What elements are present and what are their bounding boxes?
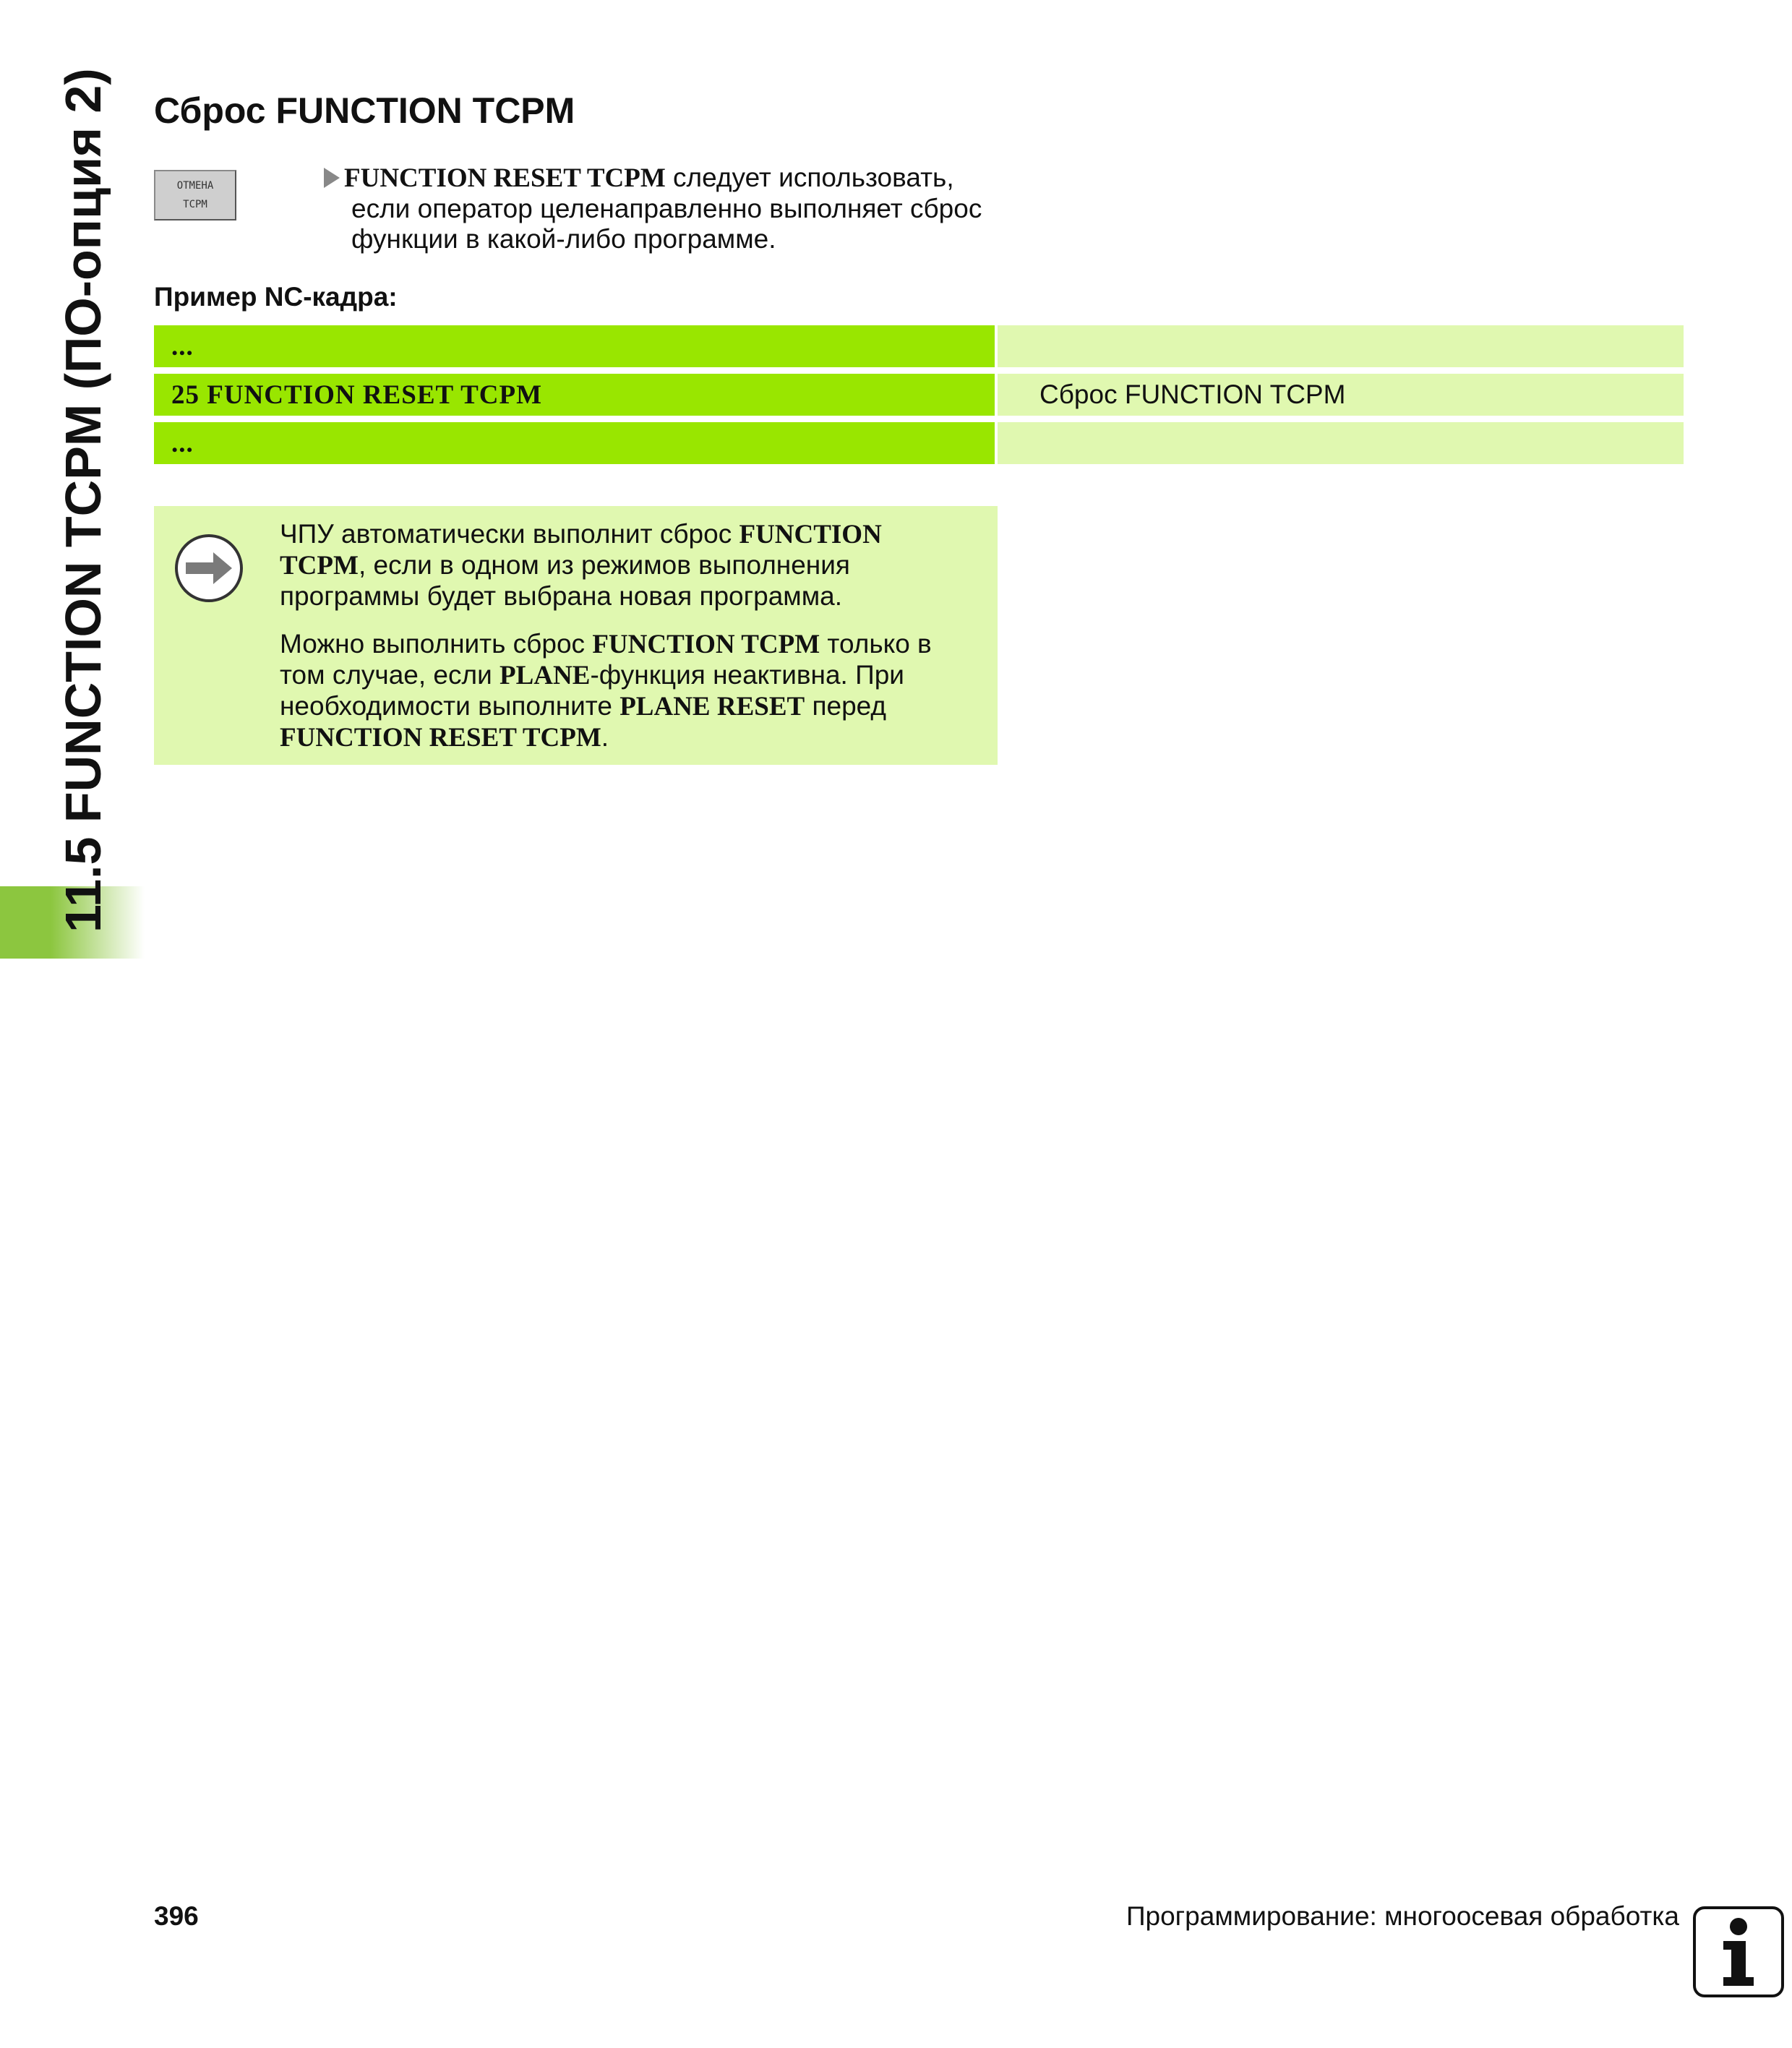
example-label: Пример NC-кадра: — [154, 282, 398, 312]
intro-text-line3: функции в какой-либо программе. — [351, 224, 776, 254]
intro-text-line1: следует использовать, — [665, 163, 954, 192]
note-text-run: Можно выполнить сброс — [280, 629, 593, 659]
comment-cell — [998, 422, 1684, 464]
note-text-run: только в том случае, если — [280, 629, 932, 690]
code-row — [154, 374, 1684, 416]
footer-chapter-title: Программирование: многоосевая обработка — [1126, 1901, 1679, 1931]
note-code-run: PLANE — [500, 661, 591, 690]
note-text-run: ЧПУ автоматически выполнит сброс — [280, 519, 739, 549]
note-text-run: , если в одном из режимов выполнения программы будет выбрана новая программа. — [280, 550, 850, 611]
code-cell: ... — [154, 325, 995, 367]
note-text-run: . — [601, 722, 609, 752]
note-box — [154, 506, 998, 765]
note-code-run: FUNCTION TCPM — [592, 630, 820, 659]
note-text-run: -функция неактивна. При необходимости выполните — [280, 660, 904, 721]
intro-code: FUNCTION RESET TCPM — [344, 163, 666, 193]
softkey-label-line1: ОТМЕНА — [176, 180, 214, 192]
note-text — [280, 519, 974, 771]
note-text-run: перед — [805, 691, 887, 721]
note-code-run: FUNCTION RESET TCPM — [280, 723, 601, 753]
note-code-run: PLANE RESET — [620, 692, 805, 721]
chapter-side-title: 11.5 FUNCTION TCPM (ПО-опция 2) — [55, 68, 111, 933]
comment-cell — [998, 325, 1684, 367]
arrow-right-icon — [173, 532, 245, 604]
page-number: 396 — [154, 1901, 199, 1931]
intro-text-line2: если оператор целенаправленно выполняет сброс — [351, 194, 982, 223]
intro-paragraph — [324, 163, 1018, 254]
cancel-tcpm-softkey[interactable] — [154, 170, 236, 220]
info-icon — [1692, 1905, 1785, 1999]
nc-code-table — [154, 325, 1684, 471]
code-row — [154, 422, 1684, 464]
code-cell: 25 FUNCTION RESET TCPM — [154, 374, 995, 416]
note-paragraph-1 — [280, 519, 974, 612]
code-row — [154, 325, 1684, 367]
note-paragraph-2 — [280, 629, 974, 753]
softkey-label-line2: TCPM — [183, 199, 207, 210]
section-heading: Сброс FUNCTION TCPM — [154, 90, 575, 131]
comment-cell: Сброс FUNCTION TCPM — [998, 374, 1684, 416]
note-code-run: FUNCTION TCPM — [280, 520, 882, 580]
bullet-triangle-icon — [324, 168, 340, 188]
code-cell: ... — [154, 422, 995, 464]
